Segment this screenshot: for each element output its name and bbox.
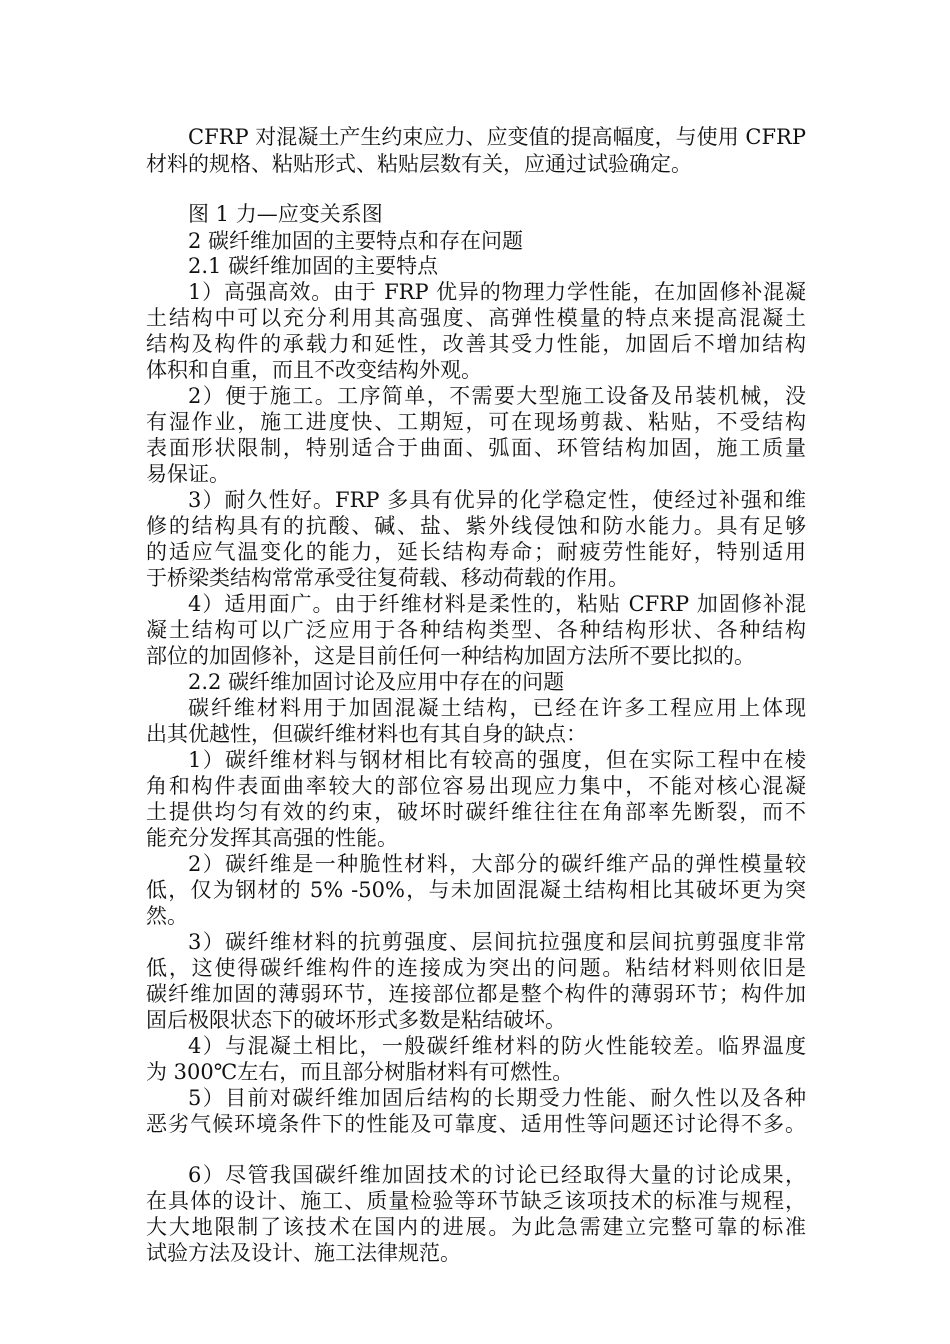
subsection-heading: 2.1 碳纤维加固的主要特点 — [188, 254, 439, 278]
paragraph-line: 2）碳纤维是一种脆性材料，大部分的碳纤维产品的弹性模量较 — [188, 852, 806, 876]
paragraph-line: 5）目前对碳纤维加固后结构的长期受力性能、耐久性以及各种 — [188, 1086, 806, 1110]
paragraph-line: 部位的加固修补，这是目前任何一种结构加固方法所不要比拟的。 — [146, 644, 755, 668]
paragraph-line: 能充分发挥其高强的性能。 — [146, 826, 398, 850]
paragraph-line: 4）与混凝土相比，一般碳纤维材料的防火性能较差。临界温度 — [188, 1034, 806, 1058]
paragraph-line: 低，这使得碳纤维构件的连接成为突出的问题。粘结材料则依旧是 — [146, 956, 806, 980]
paragraph-line: 于桥梁类结构常常承受往复荷载、移动荷载的作用。 — [146, 566, 629, 590]
paragraph-line: 4）适用面广。由于纤维材料是柔性的，粘贴 CFRP 加固修补混 — [188, 592, 806, 616]
paragraph-line: 3）耐久性好。FRP 多具有优异的化学稳定性，使经过补强和维 — [188, 488, 806, 512]
paragraph-line: 碳纤维加固的薄弱环节，连接部位都是整个构件的薄弱环节；构件加 — [146, 982, 806, 1006]
paragraph-line: 出其优越性，但碳纤维材料也有其自身的缺点： — [146, 722, 587, 746]
paragraph-line: 易保证。 — [146, 462, 230, 486]
paragraph-line: 为 300℃左右，而且部分树脂材料有可燃性。 — [146, 1060, 574, 1084]
subsection-heading: 2.2 碳纤维加固讨论及应用中存在的问题 — [188, 670, 565, 694]
paragraph-line: 1）碳纤维材料与钢材相比有较高的强度，但在实际工程中在棱 — [188, 748, 806, 772]
paragraph-line: 低，仅为钢材的 5% -50%，与未加固混凝土结构相比其破坏更为突 — [146, 878, 806, 902]
paragraph-line: 3）碳纤维材料的抗剪强度、层间抗拉强度和层间抗剪强度非常 — [188, 930, 806, 954]
paragraph-line: 土结构中可以充分利用其高强度、高弹性模量的特点来提高混凝土 — [146, 306, 806, 330]
section-heading: 2 碳纤维加固的主要特点和存在问题 — [188, 229, 524, 253]
paragraph-line: 材料的规格、粘贴形式、粘贴层数有关，应通过试验确定。 — [146, 152, 692, 176]
paragraph-line: 2）便于施工。工序简单，不需要大型施工设备及吊装机械，没 — [188, 384, 806, 408]
paragraph-line: 体积和自重，而且不改变结构外观。 — [146, 358, 482, 382]
paragraph-line: 修的结构具有的抗酸、碱、盐、紫外线侵蚀和防水能力。具有足够 — [146, 514, 806, 538]
paragraph-line: 固后极限状态下的破坏形式多数是粘结破坏。 — [146, 1008, 566, 1032]
paragraph-line: 有湿作业，施工进度快、工期短，可在现场剪裁、粘贴，不受结构 — [146, 410, 806, 434]
paragraph-line: 表面形状限制，特别适合于曲面、弧面、环管结构加固，施工质量 — [146, 436, 806, 460]
paragraph-line: 结构及构件的承载力和延性，改善其受力性能，加固后不增加结构 — [146, 332, 806, 356]
paragraph-line: 1）高强高效。由于 FRP 优异的物理力学性能，在加固修补混凝 — [188, 280, 806, 304]
paragraph-line: 角和构件表面曲率较大的部位容易出现应力集中，不能对核心混凝 — [146, 774, 806, 798]
paragraph-line: 土提供均匀有效的约束，破坏时碳纤维往往在角部率先断裂，而不 — [146, 800, 806, 824]
figure-caption: 图 1 力—应变关系图 — [188, 202, 383, 226]
paragraph-line: 试验方法及设计、施工法律规范。 — [146, 1241, 461, 1265]
paragraph-line: 凝土结构可以广泛应用于各种结构类型、各种结构形状、各种结构 — [146, 618, 806, 642]
paragraph-line: 碳纤维材料用于加固混凝土结构，已经在许多工程应用上体现 — [188, 696, 806, 720]
paragraph-line: 然。 — [146, 904, 188, 928]
paragraph-line: 大大地限制了该技术在国内的进展。为此急需建立完整可靠的标准 — [146, 1215, 806, 1239]
paragraph-line: 6）尽管我国碳纤维加固技术的讨论已经取得大量的讨论成果， — [188, 1163, 806, 1187]
paragraph-line: CFRP 对混凝土产生约束应力、应变值的提高幅度，与使用 CFRP — [188, 125, 806, 149]
paragraph-line: 在具体的设计、施工、质量检验等环节缺乏该项技术的标准与规程， — [146, 1189, 806, 1213]
paragraph-line: 的适应气温变化的能力，延长结构寿命；耐疲劳性能好，特别适用 — [146, 540, 806, 564]
paragraph-line: 恶劣气候环境条件下的性能及可靠度、适用性等问题还讨论得不多。 — [146, 1112, 806, 1136]
